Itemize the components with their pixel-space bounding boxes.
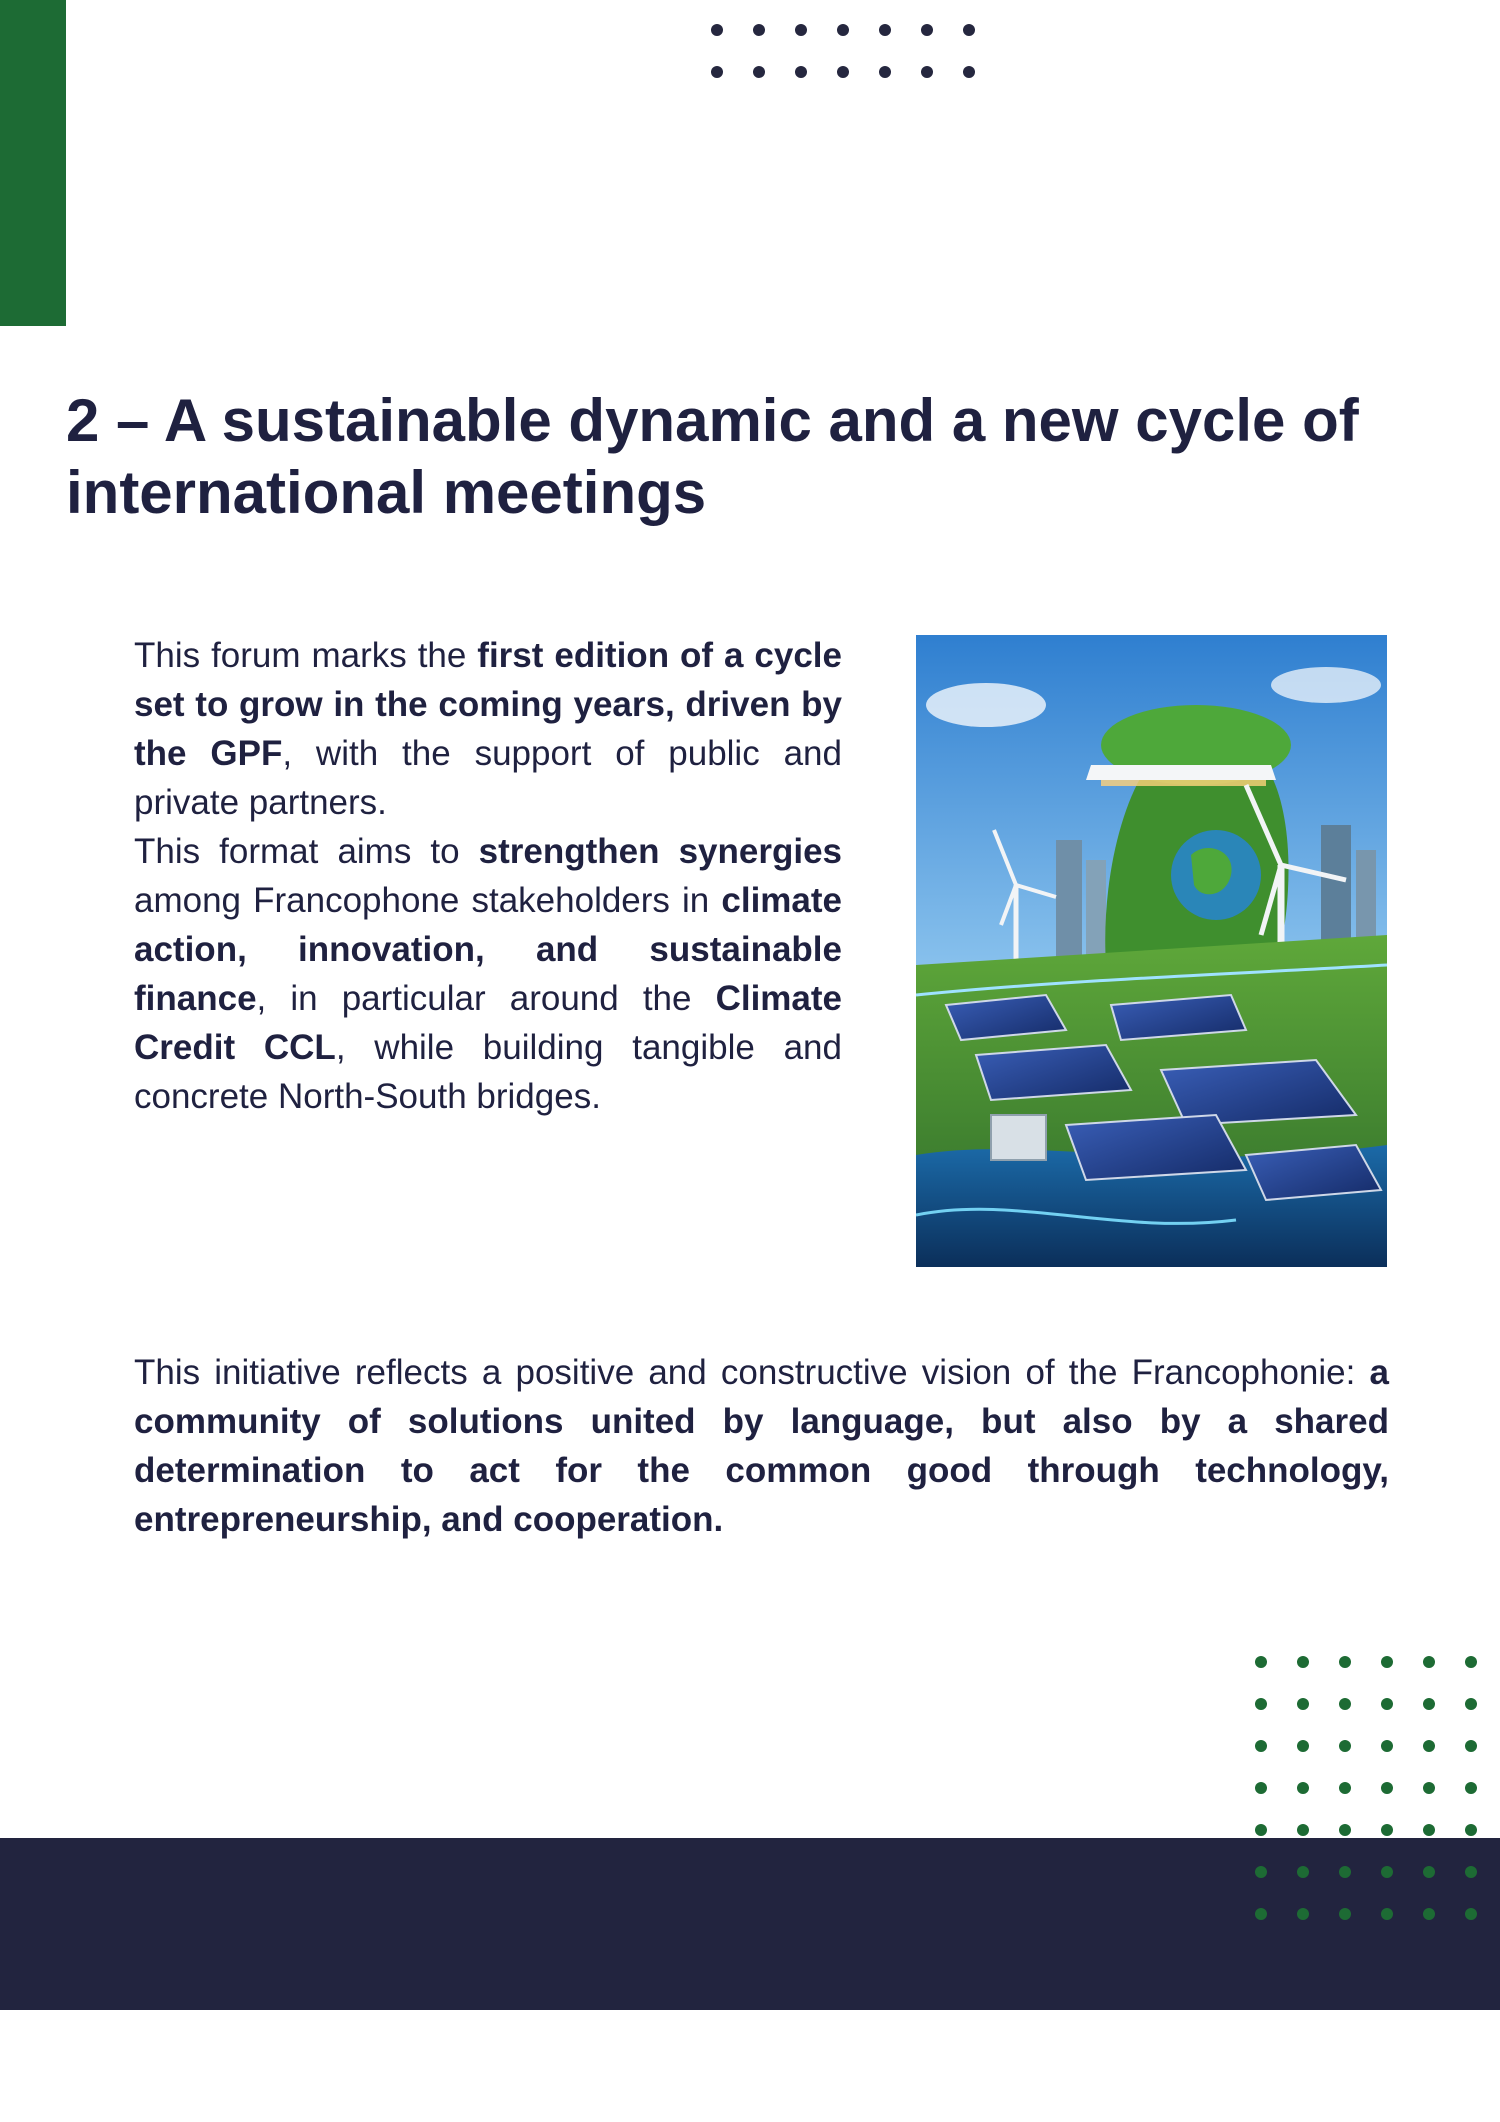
decorative-dot (879, 24, 891, 36)
section-title: 2 – A sustainable dynamic and a new cycle of international meetings (66, 387, 1359, 526)
decorative-dot (1297, 1824, 1309, 1836)
decorative-dot (1465, 1740, 1477, 1752)
decorative-dot (1339, 1824, 1351, 1836)
accent-bar (0, 0, 66, 326)
decorative-dot (1423, 1740, 1435, 1752)
decorative-dot (1423, 1656, 1435, 1668)
decorative-dot (1255, 1866, 1267, 1878)
vision-paragraph: This initiative reflects a positive and constructive vision of the Francophonie: a community of solutions united by language, but also by a shared determination to act for the common good through technology, entrepreneurship, and cooperation. (134, 1353, 1389, 1539)
decorative-dot (1465, 1866, 1477, 1878)
decorative-dot (1423, 1782, 1435, 1794)
decorative-dot (1297, 1782, 1309, 1794)
decorative-dot (963, 66, 975, 78)
decorative-dot (1255, 1698, 1267, 1710)
decorative-dot (1297, 1908, 1309, 1920)
decorative-dot (1423, 1698, 1435, 1710)
decorative-dot (1297, 1698, 1309, 1710)
decorative-dot (1465, 1698, 1477, 1710)
decorative-dot-grid-top (711, 24, 975, 78)
decorative-dot (921, 66, 933, 78)
decorative-dot (711, 66, 723, 78)
decorative-dot (1255, 1908, 1267, 1920)
decorative-dot (795, 66, 807, 78)
decorative-dot (753, 24, 765, 36)
decorative-dot (711, 24, 723, 36)
decorative-dot (1297, 1740, 1309, 1752)
decorative-dot (1381, 1782, 1393, 1794)
decorative-dot (837, 24, 849, 36)
intro-paragraph: This forum marks the first edition of a cycle set to grow in the coming years, driven by the GPF, with the support of public and private partners. This format aims to strengthen synergies among Francophone stakeholders in climate action, innovation, and sustainable finance, in particular around the Climate Credit CCL, while building tangible and concrete North-South bridges. (134, 636, 842, 1116)
decorative-dot (1339, 1740, 1351, 1752)
decorative-dot (921, 24, 933, 36)
decorative-dot (1255, 1656, 1267, 1668)
decorative-dot (1339, 1782, 1351, 1794)
decorative-dot (1255, 1824, 1267, 1836)
decorative-dot (1255, 1782, 1267, 1794)
decorative-dot (1381, 1908, 1393, 1920)
decorative-dot (1381, 1824, 1393, 1836)
decorative-dot (1465, 1656, 1477, 1668)
decorative-dot-grid-bottom (1255, 1656, 1477, 1920)
decorative-dot (1465, 1782, 1477, 1794)
decorative-dot (1339, 1698, 1351, 1710)
decorative-dot (795, 24, 807, 36)
decorative-dot (1339, 1656, 1351, 1668)
decorative-dot (1423, 1824, 1435, 1836)
decorative-dot (837, 66, 849, 78)
decorative-dot (1381, 1698, 1393, 1710)
decorative-dot (1297, 1656, 1309, 1668)
decorative-dot (753, 66, 765, 78)
decorative-dot (1423, 1866, 1435, 1878)
decorative-dot (1381, 1740, 1393, 1752)
decorative-dot (1297, 1866, 1309, 1878)
decorative-dot (1465, 1908, 1477, 1920)
decorative-dot (1339, 1908, 1351, 1920)
decorative-dot (1255, 1740, 1267, 1752)
decorative-dot (879, 66, 891, 78)
decorative-dot (1423, 1908, 1435, 1920)
decorative-dot (1465, 1824, 1477, 1836)
sustainable-city-image (916, 635, 1387, 1267)
decorative-dot (1381, 1866, 1393, 1878)
decorative-dot (1339, 1866, 1351, 1878)
decorative-dot (1381, 1656, 1393, 1668)
decorative-dot (963, 24, 975, 36)
